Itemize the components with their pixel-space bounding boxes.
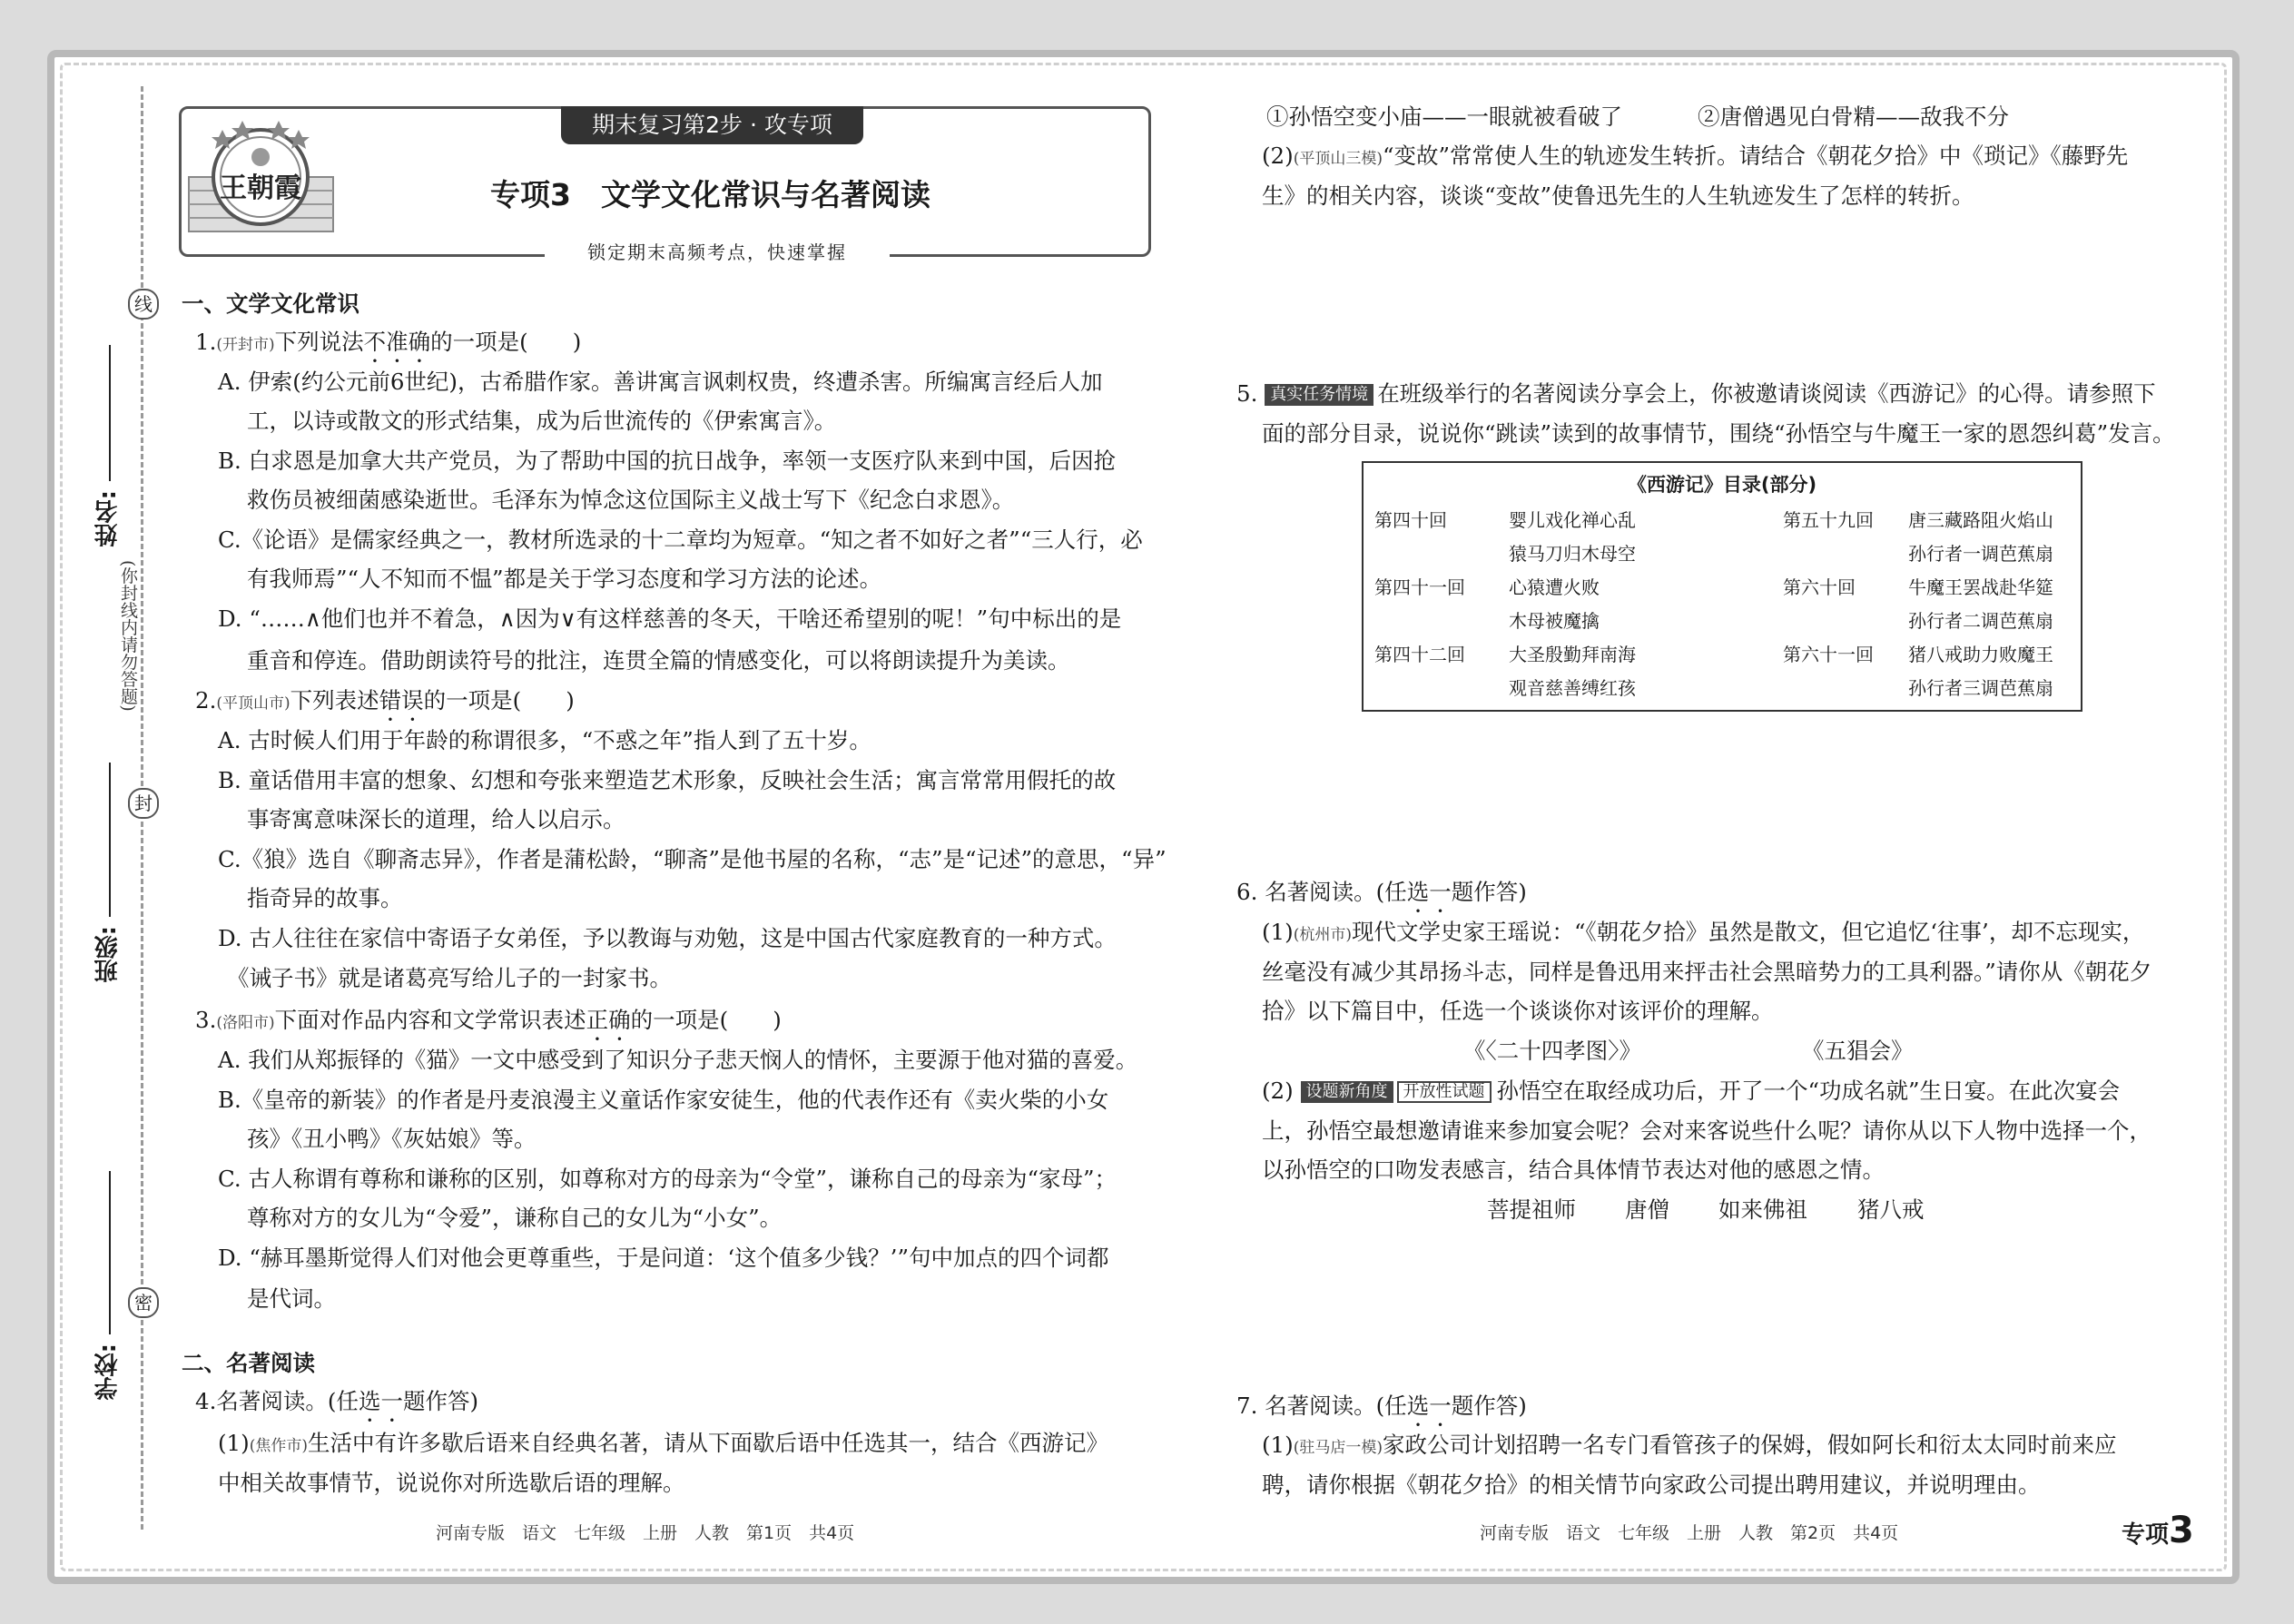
q6-part-2-cont: 以孙悟空的口吻发表感言，结合具体情节表达对他的感恩之情。 xyxy=(1262,1156,1885,1183)
class-field[interactable] xyxy=(109,763,111,917)
school-label: 学校: xyxy=(94,1343,122,1401)
section-heading: 一、文学文化常识 xyxy=(182,290,359,317)
line-marker: 线 xyxy=(128,289,159,320)
name-label: 姓名: xyxy=(94,490,122,547)
q6-part-1: (1)(杭州市)现代文学史家王瑶说：“《朝花夕拾》虽然是散文，但它追忆‘往事’，却不忘现实， xyxy=(1262,919,2145,945)
table-of-contents xyxy=(1362,461,2082,712)
question-4-stem: 4.名著阅读。(任选一题作答) xyxy=(195,1388,479,1414)
q4-part-2: (2)(平顶山三模)“变故”常常使人生的轨迹发生转折。请结合《朝花夕拾》中《琐记》《藤野先 xyxy=(1262,143,2129,169)
question-5-stem: 5. 真实任务情境 在班级举行的名著阅读分享会上，你被邀请谈阅读《西游记》的心得。请参照下 xyxy=(1236,380,2156,407)
q2-option-c: C.《狼》选自《聊斋志异》，作者是蒲松龄，“聊斋”是他书屋的名称，“志”是“记述”的意思，“异” xyxy=(218,846,1167,872)
open-question-tag: 开放性试题 xyxy=(1397,1081,1492,1103)
q3-option-a: A. 我们从郑振铎的《猫》一文中感受到了知识分子悲天悯人的情怀，主要源于他对猫的喜爱。 xyxy=(218,1047,1138,1073)
q6-essay-option: 《五猖会》 xyxy=(1802,1038,1914,1064)
q3-option-d-cont: 是代词。 xyxy=(247,1285,336,1312)
page-subtitle: 锁定期末高频考点，快速掌握 xyxy=(545,238,890,264)
toc-line: 大圣殷勤拜南海 xyxy=(1509,644,1636,665)
q6-essay-option: 《〈二十四孝图〉》 xyxy=(1463,1038,1641,1064)
q7-part-1: (1)(驻马店一模)家政公司计划招聘一名专门看管孩子的保姆，假如阿长和衍太太同时前来应 xyxy=(1262,1432,2117,1458)
toc-line: 猪八戒助力败魔王 xyxy=(1908,644,2053,665)
q1-option-b: B. 白求恩是加拿大共产党员，为了帮助中国的抗日战争，率领一支医疗队来到中国，后因抢 xyxy=(218,448,1117,474)
q1-option-a-cont: 工，以诗或散文的形式结集，成为后世流传的《伊索寓言》。 xyxy=(247,408,837,434)
binding-note: (你封线内请勿答题) xyxy=(118,560,138,712)
seal-marker: 封 xyxy=(128,788,159,819)
q2-option-d-cont: 《诫子书》就是诸葛亮写给儿子的一封家书。 xyxy=(227,965,672,991)
name-field[interactable] xyxy=(109,345,111,481)
q1-option-a: A. 伊索(约公元前6世纪)，古希腊作家。善讲寓言讽刺权贵，终遭杀害。所编寓言经后人加 xyxy=(218,369,1103,395)
section-heading: 二、名著阅读 xyxy=(182,1350,315,1376)
page-title: 专项3 文学文化常识与名著阅读 xyxy=(490,177,930,212)
q4-part-1: (1)(焦作市)生活中有许多歇后语来自经典名著，请从下面歇后语中任选其一，结合《西游记》 xyxy=(218,1430,1108,1456)
toc-right-chapters xyxy=(1783,504,1874,705)
q3-option-c-cont: 尊称对方的女儿为“令爱”，谦称自己的女儿为“小女”。 xyxy=(247,1205,783,1231)
toc-line: 孙行者一调芭蕉扇 xyxy=(1908,543,2053,565)
q4-option-2: ②唐僧遇见白骨精——敌我不分 xyxy=(1698,103,2009,130)
toc-line: 观音慈善缚红孩 xyxy=(1509,677,1636,699)
toc-chapter: 第四十一回 xyxy=(1374,576,1465,598)
q1-option-d: D. “……∧他们也并不着急，∧因为∨有这样慈善的冬天，干啥还希望别的呢！”句中标出的是 xyxy=(218,605,1122,632)
corner-section-label: 专项3 xyxy=(2122,1510,2194,1551)
toc-right-titles xyxy=(1908,504,2053,705)
q4-part-2-cont: 生》的相关内容，谈谈“变故”使鲁迅先生的人生轨迹发生了怎样的转折。 xyxy=(1262,182,1974,209)
question-1-stem: 1.(开封市)下列说法不准确的一项是( ) xyxy=(195,329,582,355)
question-2-stem: 2.(平顶山市)下列表述错误的一项是( ) xyxy=(195,687,575,714)
secret-marker: 密 xyxy=(128,1287,159,1318)
toc-title: 《西游记》目录(部分) xyxy=(1627,474,1817,496)
q1-option-c-cont: 有我师焉”“人不知而不愠”都是关于学习态度和学习方法的论述。 xyxy=(247,566,882,592)
q4-part-1-cont: 中相关故事情节，说说你对所选歇后语的理解。 xyxy=(218,1470,685,1496)
toc-left-titles xyxy=(1509,504,1636,705)
q1-option-c: C.《论语》是儒家经典之一，教材所选录的十二章均为短章。“知之者不如好之者”“三人行，必 xyxy=(218,527,1143,553)
publisher-logo xyxy=(186,113,336,245)
q1-option-b-cont: 救伤员被细菌感染逝世。毛泽东为悼念这位国际主义战士写下《纪念白求恩》。 xyxy=(247,487,1015,513)
character-name: 猪八戒 xyxy=(1857,1196,1925,1223)
toc-line: 孙行者三调芭蕉扇 xyxy=(1908,677,2053,699)
question-6-stem: 6. 名著阅读。(任选一题作答) xyxy=(1236,879,1527,905)
question-7-stem: 7. 名著阅读。(任选一题作答) xyxy=(1236,1393,1527,1419)
toc-chapter: 第六十回 xyxy=(1783,576,1856,598)
toc-line: 木母被魔擒 xyxy=(1509,610,1600,632)
q6-part-1-cont: 丝毫没有减少其昂扬斗志，同样是鲁迅用来抨击社会黑暗势力的工具利器。”请你从《朝花夕 xyxy=(1262,959,2152,985)
character-name: 如来佛祖 xyxy=(1718,1196,1807,1223)
question-5-cont: 面的部分目录，说说你“跳读”读到的故事情节，围绕“孙悟空与牛魔王一家的恩怨纠葛”发言。 xyxy=(1262,420,2175,447)
class-label: 班级: xyxy=(94,926,122,983)
q3-option-d: D. “赫耳墨斯觉得人们对他会更尊重些，于是问道：‘这个值多少钱？’”句中加点的四个词都 xyxy=(218,1245,1109,1271)
q4-option-1: ①孙悟空变小庙——一眼就被看破了 xyxy=(1266,103,1622,130)
q1-option-d-cont: 重音和停连。借助朗读符号的批注，连贯全篇的情感变化，可以将朗读提升为美读。 xyxy=(247,647,1070,674)
q6-part-1-cont: 拾》以下篇目中，任选一个谈谈你对该评价的理解。 xyxy=(1262,998,1774,1024)
toc-line: 婴儿戏化禅心乱 xyxy=(1509,509,1636,531)
q7-part-1-cont: 聘，请你根据《朝花夕拾》的相关情节向家政公司提出聘用建议，并说明理由。 xyxy=(1262,1471,2041,1498)
toc-chapter: 第四十回 xyxy=(1374,509,1447,531)
q2-option-d: D. 古人往往在家信中寄语子女弟侄，予以教诲与劝勉，这是中国古代家庭教育的一种方式。 xyxy=(218,925,1117,951)
toc-line: 唐三藏路阻火焰山 xyxy=(1908,509,2053,531)
task-tag: 真实任务情境 xyxy=(1265,384,1373,406)
page-footer: 河南专版 语文 七年级 上册 人教 第2页 共4页 xyxy=(1480,1523,1899,1543)
q2-option-b: B. 童话借用丰富的想象、幻想和夸张来塑造艺术形象，反映社会生活；寓言常常用假托的故 xyxy=(218,767,1117,793)
q2-option-b-cont: 事寄寓意味深长的道理，给人以启示。 xyxy=(247,806,625,832)
page-footer: 河南专版 语文 七年级 上册 人教 第1页 共4页 xyxy=(436,1523,855,1543)
q3-option-b-cont: 孩》《丑小鸭》《灰姑娘》等。 xyxy=(247,1126,537,1152)
svg-text:王朝霞: 王朝霞 xyxy=(220,172,301,204)
q2-option-a: A. 古时候人们用于年龄的称谓很多，“不惑之年”指人到了五十岁。 xyxy=(218,727,871,753)
toc-line: 孙行者二调芭蕉扇 xyxy=(1908,610,2053,632)
toc-chapter: 第五十九回 xyxy=(1783,509,1874,531)
q3-option-b: B.《皇帝的新装》的作者是丹麦浪漫主义童话作家安徒生，他的代表作还有《卖火柴的小女 xyxy=(218,1087,1109,1113)
character-name: 菩提祖师 xyxy=(1487,1196,1576,1223)
toc-left-chapters xyxy=(1374,504,1465,705)
step-banner: 期末复习第2步 · 攻专项 xyxy=(561,106,863,144)
q6-part-2: (2) 设题新角度 开放性试题 孙悟空在取经成功后，开了一个“功成名就”生日宴。在此次宴会 xyxy=(1262,1078,2121,1104)
toc-chapter: 第四十二回 xyxy=(1374,644,1465,665)
toc-line: 牛魔王罢战赴华筵 xyxy=(1908,576,2053,598)
angle-tag: 设题新角度 xyxy=(1301,1081,1393,1103)
toc-line: 心猿遭火败 xyxy=(1509,576,1600,598)
q3-option-c: C. 古人称谓有尊称和谦称的区别，如尊称对方的母亲为“令堂”，谦称自己的母亲为“家母”； xyxy=(218,1166,1117,1192)
q6-part-2-cont: 上，孙悟空最想邀请谁来参加宴会呢？会对来客说些什么呢？请你从以下人物中选择一个， xyxy=(1262,1117,2151,1144)
toc-line: 猿马刀归木母空 xyxy=(1509,543,1636,565)
toc-chapter: 第六十一回 xyxy=(1783,644,1874,665)
school-field[interactable] xyxy=(109,1171,111,1334)
q2-option-c-cont: 指奇异的故事。 xyxy=(247,885,403,911)
character-name: 唐僧 xyxy=(1625,1196,1669,1223)
question-3-stem: 3.(洛阳市)下面对作品内容和文学常识表述正确的一项是( ) xyxy=(195,1007,782,1033)
